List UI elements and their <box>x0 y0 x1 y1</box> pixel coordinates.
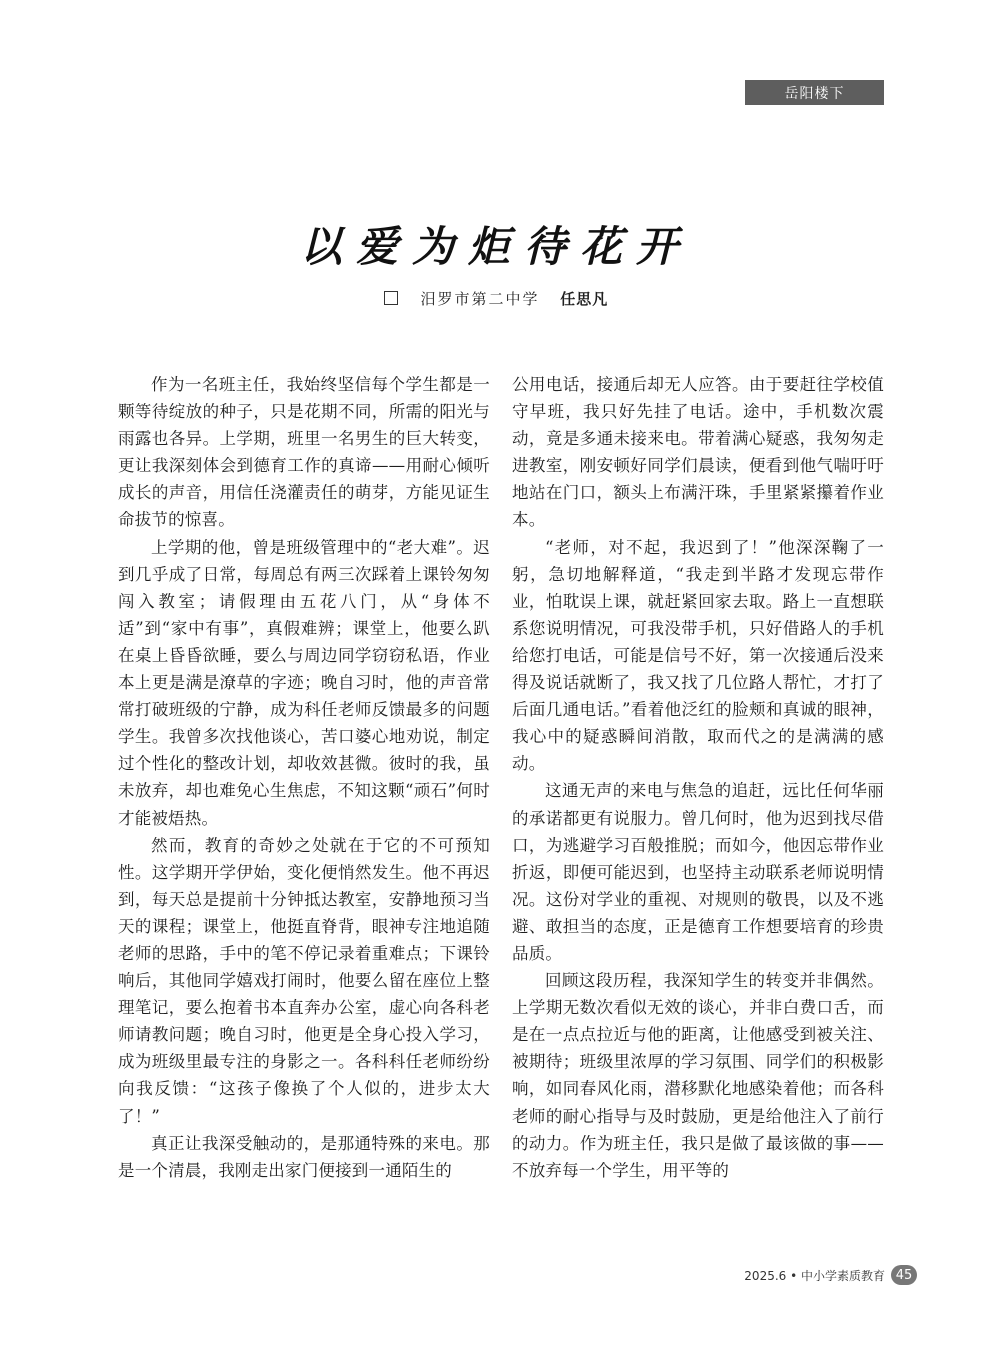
byline <box>0 288 992 309</box>
author-name: 任思凡 <box>560 290 609 308</box>
section-tab: 岳阳楼下 <box>745 80 884 105</box>
page-number: 45 <box>891 1265 917 1285</box>
paragraph: 这通无声的来电与焦急的追赶，远比任何华丽的承诺都更有说服力。曾几何时，他为迟到找尽借口，为逃避学习百般推脱；而如今，他因忘带作业折返，即便可能迟到，也坚持主动联系老师说明情况。这份对学业的重视、对规则的敬畏，以及不逃避、敢担当的态度，正是德育工作想要培育的珍贵品质。 <box>512 781 884 963</box>
paragraph: “老师，对不起，我迟到了！”他深深鞠了一躬，急切地解释道，“我走到半路才发现忘带作业，怕耽误上课，就赶紧回家去取。路上一直想联系您说明情况，可我没带手机，只好借路人的手机给您打电话，可能是信号不好，第一次接通后没来得及说话就断了，我又找了几位路人帮忙，才打了后面几通电话。”看着他泛红的脸颊和真诚的眼神，我心中的疑惑瞬间消散，取而代之的是满满的感动。 <box>512 537 884 774</box>
issue-info: 2025.6 • 中小学素质教育 <box>744 1268 885 1283</box>
article-title: 以爱为炬待花开 <box>299 222 692 271</box>
paragraph: 真正让我深受触动的，是那通特殊的来电。那是一个清晨，我刚走出家门便接到一通陌生的 <box>118 1133 490 1180</box>
paragraph: 作为一名班主任，我始终坚信每个学生都是一颗等待绽放的种子，只是花期不同，所需的阳光与雨露也各异。上学期，班里一名男生的巨大转变，更让我深刻体会到德育工作的真谛——用耐心倾听成长的声音，用信任浇灌责任的萌芽，方能见证生命拔节的惊喜。 <box>118 375 490 530</box>
paragraph: 回顾这段历程，我深知学生的转变并非偶然。上学期无数次看似无效的谈心，并非白费口舌，而是在一点点拉近与他的距离，让他感受到被关注、被期待；班级里浓厚的学习氛围、同学们的积极影响，如同春风化雨，潜移默化地感染着他；而各科老师的耐心指导与及时鼓励，更是给他注入了前行的动力。作为班主任，我只是做了最该做的事——不放弃每一个学生，用平等的 <box>512 971 884 1180</box>
author-school: 汨罗市第二中学 <box>420 290 540 308</box>
paragraph: 然而，教育的奇妙之处就在于它的不可预知性。这学期开学伊始，变化便悄然发生。他不再迟到，每天总是提前十分钟抵达教室，安静地预习当天的课程；课堂上，他挺直脊背，眼神专注地追随老师的思路，手中的笔不停记录着重难点；下课铃响后，其他同学嬉戏打闹时，他要么留在座位上整理笔记，要么抱着书本直奔办公室，虚心向各科老师请教问题；晚自习时，他更是全身心投入学习，成为班级里最专注的身影之一。各科科任老师纷纷向我反馈：“这孩子像换了个人似的，进步太大了！” <box>118 835 490 1126</box>
right-column <box>512 371 884 1184</box>
paragraph-continued: 公用电话，接通后却无人应答。由于要赶往学校值守早班，我只好先挂了电话。途中，手机数次震动，竟是多通未接来电。带着满心疑惑，我匆匆走进教室，刚安顿好同学们晨读，便看到他气喘吁吁地站在门口，额头上布满汗珠，手里紧紧攥着作业本。 <box>512 375 884 530</box>
left-column <box>118 371 490 1184</box>
paragraph: 上学期的他，曾是班级管理中的“老大难”。迟到几乎成了日常，每周总有两三次踩着上课铃匆匆闯入教室；请假理由五花八门，从“身体不适”到“家中有事”，真假难辨；课堂上，他要么趴在桌上昏昏欲睡，要么与周边同学窃窃私语，作业本上更是满是潦草的字迹；晚自习时，他的声音常常打破班级的宁静，成为科任老师反馈最多的问题学生。我曾多次找他谈心，苦口婆心地劝说，制定过个性化的整改计划，却收效甚微。彼时的我，虽未放弃，却也难免心生焦虑，不知这颗“顽石”何时才能被焐热。 <box>118 537 490 828</box>
square-icon <box>384 291 398 305</box>
page-footer <box>600 1264 917 1286</box>
